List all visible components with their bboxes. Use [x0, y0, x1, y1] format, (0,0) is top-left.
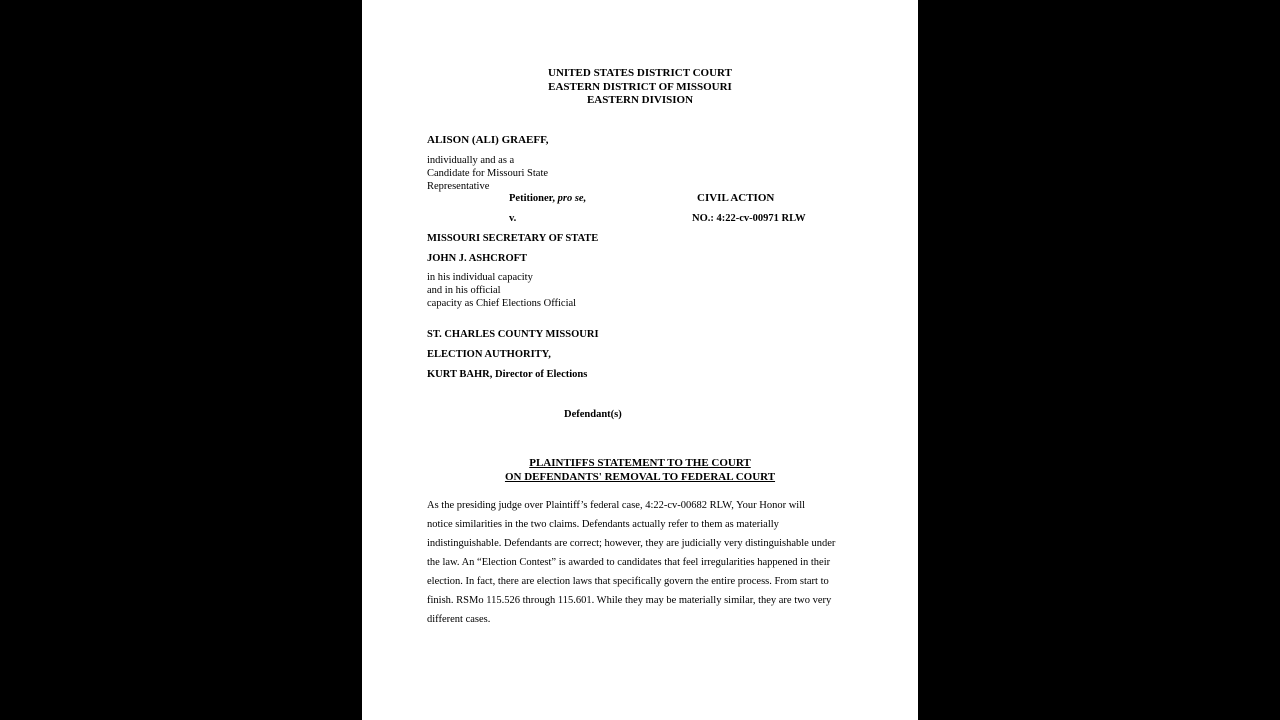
document-page — [362, 0, 918, 720]
document-title — [362, 456, 918, 484]
petitioner-name: ALISON (ALI) GRAEFF, — [427, 134, 549, 146]
petitioner-description — [427, 155, 548, 193]
defendant-1-capacity-line: and in his official — [427, 284, 501, 296]
defendant-2-name-line-2: ELECTION AUTHORITY, — [427, 349, 551, 360]
court-district: EASTERN DISTRICT OF MISSOURI — [548, 80, 732, 93]
body-paragraph — [427, 496, 859, 629]
court-name: UNITED STATES DISTRICT COURT — [548, 67, 732, 79]
defendant-1-name: MISSOURI SECRETARY OF STATE — [427, 233, 599, 244]
document-title-line: ON DEFENDANTS' REMOVAL TO FEDERAL COURT — [504, 471, 776, 483]
document-title-line: PLAINTIFFS STATEMENT TO THE COURT — [529, 457, 751, 469]
petitioner-role-italic: pro se, — [557, 193, 587, 204]
body-line: different cases. — [427, 614, 491, 625]
civil-action-label: CIVIL ACTION — [697, 192, 775, 204]
petitioner-description-line: Candidate for Missouri State — [427, 167, 549, 179]
body-line: indistinguishable. Defendants are correct; however, they are judicially very distinguishable under — [427, 538, 836, 549]
defendant-1-person: JOHN J. ASHCROFT — [427, 253, 528, 264]
body-line: finish. RSMo 115.526 through 115.601. While they may be materially similar, they are two very — [427, 595, 832, 606]
petitioner-description-line: Representative — [427, 180, 490, 192]
petitioner-role-prefix: Petitioner, — [509, 193, 558, 204]
petitioner-description-line: individually and as a — [427, 155, 515, 166]
defendant-2-person: KURT BAHR, Director of Elections — [427, 369, 588, 380]
versus: v. — [509, 213, 517, 224]
body-line: the law. An “Election Contest” is awarded to candidates that feel irregularities happened in their — [427, 557, 831, 568]
defendants-label: Defendant(s) — [564, 409, 622, 420]
petitioner-role — [509, 192, 586, 205]
case-number: NO.: 4:22-cv-00971 RLW — [692, 213, 806, 224]
defendant-1-capacity-line: in his individual capacity — [427, 272, 533, 283]
body-line: election. In fact, there are election laws that specifically govern the entire process. From start to — [427, 576, 829, 587]
body-line: notice similarities in the two claims. Defendants actually refer to them as materially — [427, 519, 779, 530]
defendant-2-name-line-1: ST. CHARLES COUNTY MISSOURI — [427, 329, 599, 340]
court-division: EASTERN DIVISION — [586, 94, 694, 106]
defendant-1-capacity — [427, 272, 576, 310]
defendant-1-capacity-line: capacity as Chief Elections Official — [427, 297, 577, 309]
court-header — [362, 67, 918, 108]
body-line: As the presiding judge over Plaintiff’s federal case, 4:22-cv-00682 RLW, Your Honor will — [427, 500, 806, 511]
